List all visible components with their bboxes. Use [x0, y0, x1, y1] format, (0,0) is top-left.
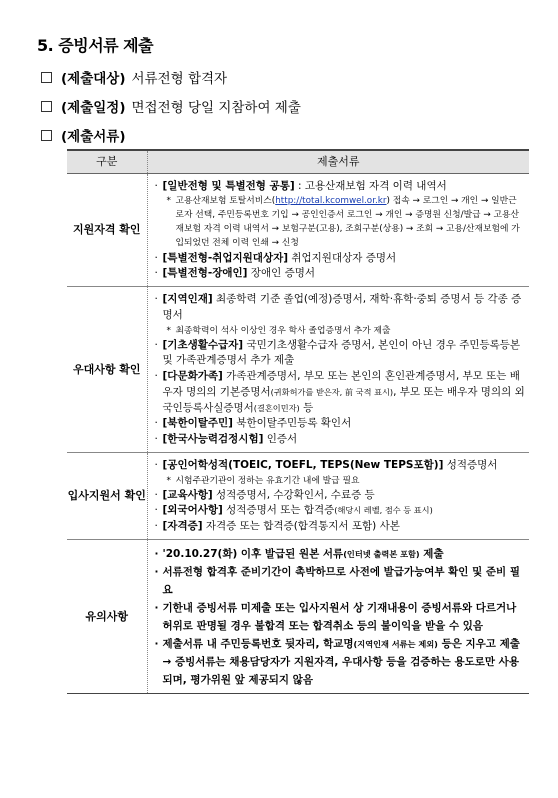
list-item: · [특별전형-취업지원대상자] 취업지원대상자 증명서: [154, 251, 526, 267]
documents-notes: [147, 539, 529, 693]
table-row-preferential: [67, 287, 529, 453]
kcomwel-link[interactable]: http://total.kcomwel.or.kr: [275, 196, 387, 207]
documents-application: [147, 452, 529, 539]
category-applicant: 지원자격 확인: [67, 173, 147, 287]
documents-preferential: [147, 287, 529, 453]
bullet-key: (제출서류): [61, 129, 126, 145]
list-note: * 최종학력이 석사 이상인 경우 학사 졸업증명서 추가 제출: [154, 324, 526, 338]
bullet-schedule: [41, 96, 301, 116]
header-documents: 제출서류: [147, 150, 529, 173]
list-note: * 시험주관기관이 정하는 유효기간 내에 발급 필요: [154, 474, 526, 488]
table-header-row: [67, 150, 529, 173]
list-item: · [북한이탈주민] 북한이탈주민등록 확인서: [154, 416, 526, 432]
list-note: * 고용산재보험 토탈서비스(http://total.kcomwel.or.kr) 접속 → 로그인 → 개인 → 일반근로자 선택, 주민등록번호 기입 → 공인인증서 로그인 → 개인 → 증명원 신청/발급 → 고용산재보험 자격 이력 내역서 → 보험구분(고용), 조회구분(상용) → 조회 → 고용/산재보험에 가입되었던 전체 이력 인쇄 → 신청: [154, 194, 526, 250]
list-item: · [공인어학성적(TOEIC, TOEFL, TEPS(New TEPS포함)] 성적증명서: [154, 458, 526, 474]
list-item: · [지역인재] 최종학력 기준 졸업(예정)증명서, 재학·휴학·중퇴 증명서 등 각종 증명서: [154, 292, 526, 324]
list-item: · [외국어사항] 성적증명서 또는 합격증(해당시 레벨, 점수 등 표시): [154, 503, 526, 519]
category-application: 입사지원서 확인: [67, 452, 147, 539]
list-item: · 서류전형 합격후 준비기간이 촉박하므로 사전에 발급가능여부 확인 및 준비 필요: [154, 563, 526, 599]
list-item: · '20.10.27(화) 이후 발급된 원본 서류(인터넷 출력본 포함) 제출: [154, 545, 526, 563]
bullet-target: [41, 67, 227, 87]
section-title: 5. 증빙서류 제출: [37, 36, 154, 55]
category-notes: 유의사항: [67, 539, 147, 693]
list-item: · [한국사능력검정시험] 인증서: [154, 432, 526, 448]
list-item: · 제출서류 내 주민등록번호 뒷자리, 학교명(지역인재 서류는 제외) 등은 지우고 제출 → 증빙서류는 채용담당자가 지원자격, 우대사항 등을 검증하는 용도로만 사용되며, 평가위원 앞 제공되지 않음: [154, 635, 526, 689]
checkbox-square-icon: [41, 101, 52, 112]
bullet-value: 면접전형 당일 지참하여 제출: [131, 100, 301, 116]
list-item: · [특별전형-장애인] 장애인 증명서: [154, 266, 526, 282]
bullet-key: (제출일정): [61, 100, 126, 116]
list-item: · [다문화가족] 가족관계증명서, 부모 또는 본인의 혼인관계증명서, 부모 또는 배우자 명의의 기본증명서(귀화허가를 받은자, 前 국적 표시), 부모 또는 배우자 명의의 외국인등록사실증명서(결혼이민자) 등: [154, 369, 526, 416]
table-row-notes: [67, 539, 529, 693]
table-row-applicant: [67, 173, 529, 287]
list-item: · [기초생활수급자] 국민기초생활수급자 증명서, 본인이 아닌 경우 주민등록등본 및 가족관계증명서 추가 제출: [154, 338, 526, 370]
table-row-application: [67, 452, 529, 539]
documents-applicant: [147, 173, 529, 287]
checkbox-square-icon: [41, 72, 52, 83]
list-item: · [일반전형 및 특별전형 공통] : 고용산재보험 자격 이력 내역서: [154, 179, 526, 195]
bullet-documents: [41, 125, 132, 145]
bullet-value: 서류전형 합격자: [131, 71, 228, 87]
list-item: · [교육사항] 성적증명서, 수강확인서, 수료증 등: [154, 488, 526, 504]
list-item: · [자격증] 자격증 또는 합격증(합격통지서 포함) 사본: [154, 519, 526, 535]
checkbox-square-icon: [41, 130, 52, 141]
bullet-key: (제출대상): [61, 71, 126, 87]
documents-table: [67, 149, 529, 694]
header-category: 구분: [67, 150, 147, 173]
category-preferential: 우대사항 확인: [67, 287, 147, 453]
list-item: · 기한내 증빙서류 미제출 또는 입사지원서 상 기재내용이 증빙서류와 다르거나 허위로 판명될 경우 불합격 또는 합격취소 등의 불이익을 받을 수 있음: [154, 599, 526, 635]
